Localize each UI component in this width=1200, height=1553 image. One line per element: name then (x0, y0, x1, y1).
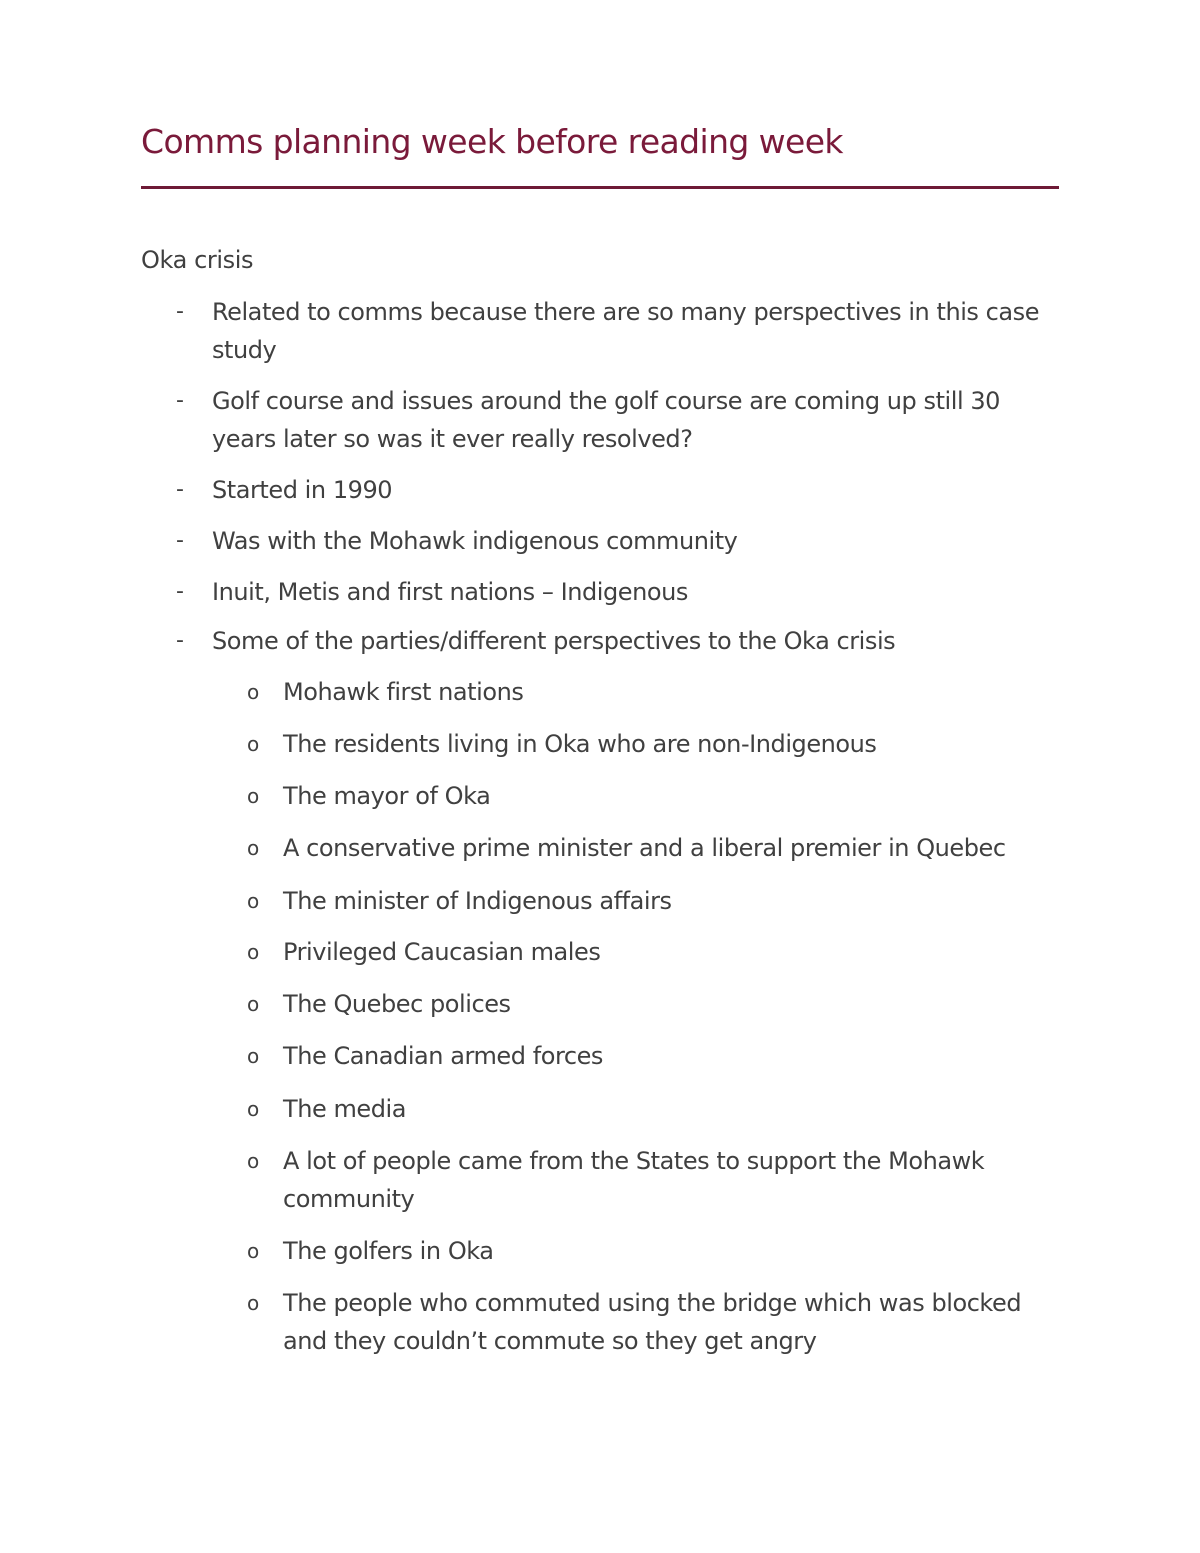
sub-list-item (247, 1284, 1073, 1360)
sub-list-item (247, 882, 1073, 920)
dash-bullet: - (176, 528, 184, 553)
sub-list-item (247, 673, 1073, 711)
dash-bullet: - (176, 477, 184, 502)
sub-list-item-text-line: and they couldn’t commute so they get angry (283, 1327, 817, 1355)
list-item (176, 382, 1072, 458)
circle-bullet: o (247, 1149, 259, 1173)
list-item-text-line: Related to comms because there are so many perspectives in this case (212, 298, 1040, 326)
list-item (176, 573, 1072, 611)
circle-bullet: o (247, 1239, 259, 1263)
sub-list-item (247, 777, 1073, 815)
circle-bullet: o (247, 940, 259, 964)
circle-bullet: o (247, 1291, 259, 1315)
list-item (176, 471, 1072, 509)
sub-list-item-text-line: community (283, 1185, 415, 1213)
sub-list-item (247, 1232, 1073, 1270)
title-underline (141, 186, 1059, 189)
sub-list-item-text-line: A conservative prime minister and a liberal premier in Quebec (283, 834, 1006, 862)
list-item (176, 522, 1072, 560)
circle-bullet: o (247, 889, 259, 913)
list-item (176, 293, 1072, 369)
section-heading: Oka crisis (141, 246, 254, 274)
circle-bullet: o (247, 732, 259, 756)
circle-bullet: o (247, 1097, 259, 1121)
sub-list-item (247, 1142, 1073, 1218)
sub-list-item-text-line: The Canadian armed forces (283, 1042, 603, 1070)
list-item-text-line: Was with the Mohawk indigenous community (212, 527, 738, 555)
sub-list-item-text-line: The golfers in Oka (283, 1237, 494, 1265)
sub-list-item (247, 725, 1073, 763)
sub-list-item (247, 829, 1073, 867)
dash-bullet: - (176, 579, 184, 604)
list-item-text-line: Inuit, Metis and first nations – Indigenous (212, 578, 688, 606)
dash-bullet: - (176, 388, 184, 413)
circle-bullet: o (247, 992, 259, 1016)
dash-bullet: - (176, 299, 184, 324)
document-title: Comms planning week before reading week (141, 122, 843, 161)
sub-list-item-text-line: Privileged Caucasian males (283, 938, 601, 966)
list-item-text-line: study (212, 336, 277, 364)
sub-list-item (247, 985, 1073, 1023)
list-item (176, 622, 1072, 660)
sub-list-item-text-line: The residents living in Oka who are non-Indigenous (283, 730, 877, 758)
sub-list-item-text-line: The mayor of Oka (283, 782, 491, 810)
circle-bullet: o (247, 836, 259, 860)
list-item-text-line: Golf course and issues around the golf course are coming up still 30 (212, 387, 1001, 415)
list-item-text-line: Some of the parties/different perspectives to the Oka crisis (212, 627, 896, 655)
circle-bullet: o (247, 680, 259, 704)
sub-list-item-text-line: The minister of Indigenous affairs (283, 887, 672, 915)
circle-bullet: o (247, 1044, 259, 1068)
dash-bullet: - (176, 628, 184, 653)
sub-list-item-text-line: A lot of people came from the States to support the Mohawk (283, 1147, 985, 1175)
sub-list-item-text-line: The people who commuted using the bridge which was blocked (283, 1289, 1022, 1317)
sub-list-item (247, 1090, 1073, 1128)
list-item-text-line: Started in 1990 (212, 476, 393, 504)
sub-list-item (247, 1037, 1073, 1075)
list-item-text-line: years later so was it ever really resolved? (212, 425, 693, 453)
sub-list-item (247, 933, 1073, 971)
sub-list-item-text-line: Mohawk first nations (283, 678, 524, 706)
circle-bullet: o (247, 784, 259, 808)
sub-list-item-text-line: The Quebec polices (283, 990, 511, 1018)
sub-list-item-text-line: The media (283, 1095, 406, 1123)
